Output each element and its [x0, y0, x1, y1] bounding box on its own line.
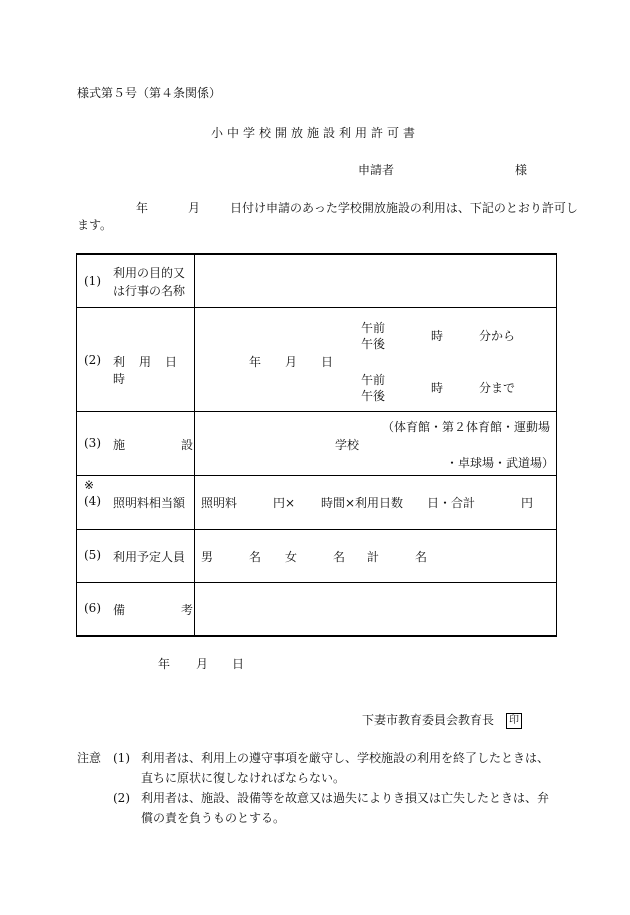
row-label-a: 施 — [113, 438, 126, 452]
start-am: 午前 — [361, 321, 386, 335]
lighting-value-cell[interactable] — [195, 476, 557, 530]
notes-lead: 注意 — [77, 751, 102, 765]
table-row-facility — [77, 412, 557, 476]
note-text: 利用者は、施設、設備等を故意又は過失によりき損又は亡失したときは、弁償の責を負うものとする。 — [141, 791, 550, 825]
date-year: 年 — [249, 355, 262, 369]
note-item — [77, 788, 551, 828]
people-female-count: 名 — [333, 550, 346, 564]
facility-school: 学校 — [335, 438, 360, 452]
note-number: (1) — [113, 751, 130, 765]
end-pm: 午後 — [361, 389, 386, 403]
row-label: 利用日時 — [113, 355, 192, 386]
lighting-yen-times: 円× — [273, 496, 296, 510]
people-male-count: 名 — [249, 550, 262, 564]
form-number: 様式第５号（第４条関係） — [77, 86, 222, 100]
table-row-lighting — [77, 476, 557, 530]
permit-table — [76, 253, 557, 637]
issuer-line — [362, 711, 522, 729]
start-pm: 午後 — [361, 337, 386, 351]
table-row-purpose — [77, 254, 557, 308]
intro-line-2: ます。 — [77, 218, 113, 232]
document-title: 小中学校開放施設利用許可書 — [210, 126, 419, 140]
start-minute-from: 分から — [479, 329, 516, 343]
people-female: 女 — [285, 550, 298, 564]
issue-date-day: 日 — [232, 657, 245, 671]
row-label-line1: 利用の目的又 — [113, 266, 186, 280]
note-item — [77, 748, 551, 788]
row-number: (3) — [84, 436, 101, 450]
issuer-name: 下妻市教育委員会教育長 — [362, 713, 495, 727]
end-am: 午前 — [361, 373, 386, 387]
row-number: (4) — [84, 494, 101, 508]
row-number: (6) — [84, 601, 101, 615]
date-month: 月 — [285, 355, 298, 369]
lighting-yen: 円 — [521, 496, 534, 510]
lighting-label: 照明料 — [201, 496, 238, 510]
applicant-honorific: 様 — [515, 163, 528, 177]
date-day: 日 — [321, 355, 334, 369]
notes — [77, 748, 551, 828]
people-total-count: 名 — [415, 550, 428, 564]
intro-year: 年 — [136, 201, 149, 215]
remarks-value-cell[interactable] — [195, 583, 557, 637]
people-value-cell[interactable] — [195, 530, 557, 583]
row-label: 利用予定人員 — [113, 550, 186, 564]
note-mark: ※ — [84, 478, 95, 492]
intro-month: 月 — [188, 201, 201, 215]
intro-line-1 — [136, 199, 578, 216]
issue-date-month: 月 — [196, 657, 209, 671]
people-total: 計 — [367, 550, 380, 564]
table-row-remarks — [77, 583, 557, 637]
facility-value-cell[interactable] — [195, 412, 557, 476]
table-row-datetime — [77, 308, 557, 412]
row-number: (1) — [84, 274, 101, 288]
start-hour: 時 — [431, 329, 444, 343]
purpose-value-cell[interactable] — [195, 254, 557, 308]
note-number: (2) — [113, 791, 130, 805]
people-male: 男 — [201, 550, 214, 564]
facility-options-line1: （体育館・第２体育館・運動場 — [382, 420, 551, 434]
row-label-a: 備 — [113, 603, 126, 617]
row-label-line2: は行事の名称 — [113, 284, 186, 298]
row-label: 照明料相当額 — [113, 496, 186, 510]
intro-text: 日付け申請のあった学校開放施設の利用は、下記のとおり許可し — [230, 201, 578, 215]
note-text: 利用者は、利用上の遵守事項を厳守し、学校施設の利用を終了したときは、直ちに原状に復しなければならない。 — [141, 751, 550, 785]
issue-date-year: 年 — [158, 657, 171, 671]
lighting-days-total: 日・合計 — [427, 496, 476, 510]
facility-options-line3: ・卓球場・武道場） — [446, 456, 555, 470]
seal-box: 印 — [506, 713, 522, 729]
table-row-people — [77, 530, 557, 583]
row-label-b: 設 — [181, 438, 194, 452]
lighting-hours-days: 時間×利用日数 — [321, 496, 404, 510]
end-hour: 時 — [431, 381, 444, 395]
end-minute-until: 分まで — [479, 381, 516, 395]
row-number: (2) — [84, 353, 101, 367]
row-label-b: 考 — [181, 603, 194, 617]
row-number: (5) — [84, 548, 101, 562]
datetime-value-cell[interactable] — [195, 308, 557, 412]
applicant-label: 申請者 — [358, 163, 395, 177]
